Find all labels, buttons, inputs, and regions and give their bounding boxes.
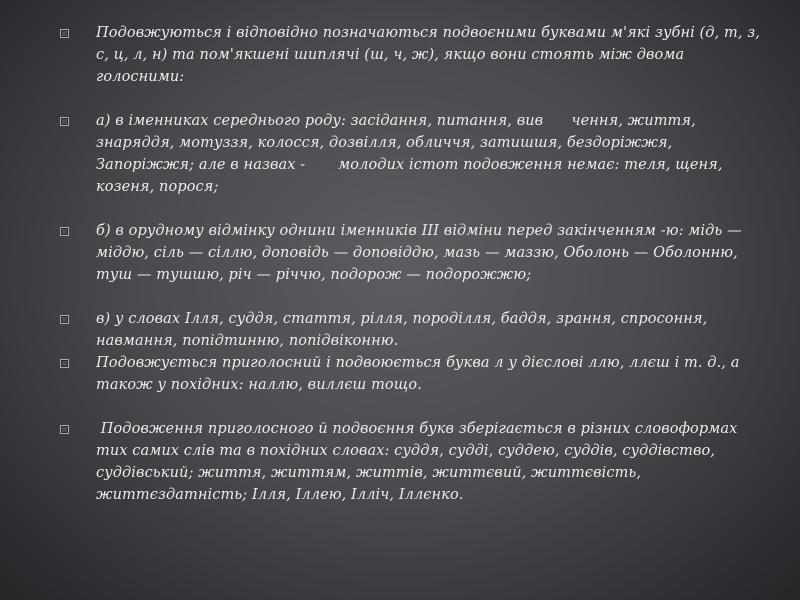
list-item xyxy=(60,352,760,396)
list-item xyxy=(60,418,760,506)
paragraph-text: а) в іменниках середнього роду: засідання, питання, вив чення, життя, знаряддя, мотуззя, колосся, дозвілля, обличчя, затишшя, бездоріжжя, Запоріжжя; але в назвах - молодих істот подовження немає: теля, щеня, козеня, порося; xyxy=(96,113,728,195)
square-bullet-icon xyxy=(60,227,69,236)
list-item xyxy=(60,22,760,88)
square-bullet-icon xyxy=(60,315,69,324)
list-item xyxy=(60,110,760,198)
paragraph-text: Подовжуються і відповідно позначаються подвоєними буквами м'які зубні (д, т, з, с, ц, л, н) та пом'якшені шиплячі (ш, ч, ж), якщо вони стоять між двома голосними: xyxy=(96,25,760,85)
slide-content xyxy=(60,22,760,506)
paragraph-text: Подовжується приголосний і подвоюється буква л у дієслові ллю, ллєш і т. д., а також у похідних: наллю, виллєш тощо. xyxy=(96,355,740,393)
square-bullet-icon xyxy=(60,425,69,434)
paragraph-text: в) у словах Ілля, суддя, стаття, рілля, породілля, баддя, зрання, спросоння, навмання, попідтинню, попідвіконню. xyxy=(96,311,708,349)
list-item xyxy=(60,220,760,286)
paragraph-text: Подовження приголосного й подвоєння букв зберігається в різних словоформах тих самих слів та в похідних словах: суддя, судді, суддею, суддів, суддівство, суддівський; життя, життям, життів, життєвий, життєвість, життєздатність; Ілля, Іллею, Ілліч, Іллєнко. xyxy=(96,421,743,503)
square-bullet-icon xyxy=(60,359,69,368)
list-item xyxy=(60,308,760,352)
square-bullet-icon xyxy=(60,29,69,38)
paragraph-text: б) в орудному відмінку однини іменників ІІІ відміни перед закінченням -ю: мідь — міддю, сіль — сіллю, доповідь — доповіддю, мазь — маззю, Оболонь — Оболонню, туш — тушшю, річ — річчю, подорож — подорожжю; xyxy=(96,223,742,283)
square-bullet-icon xyxy=(60,117,69,126)
